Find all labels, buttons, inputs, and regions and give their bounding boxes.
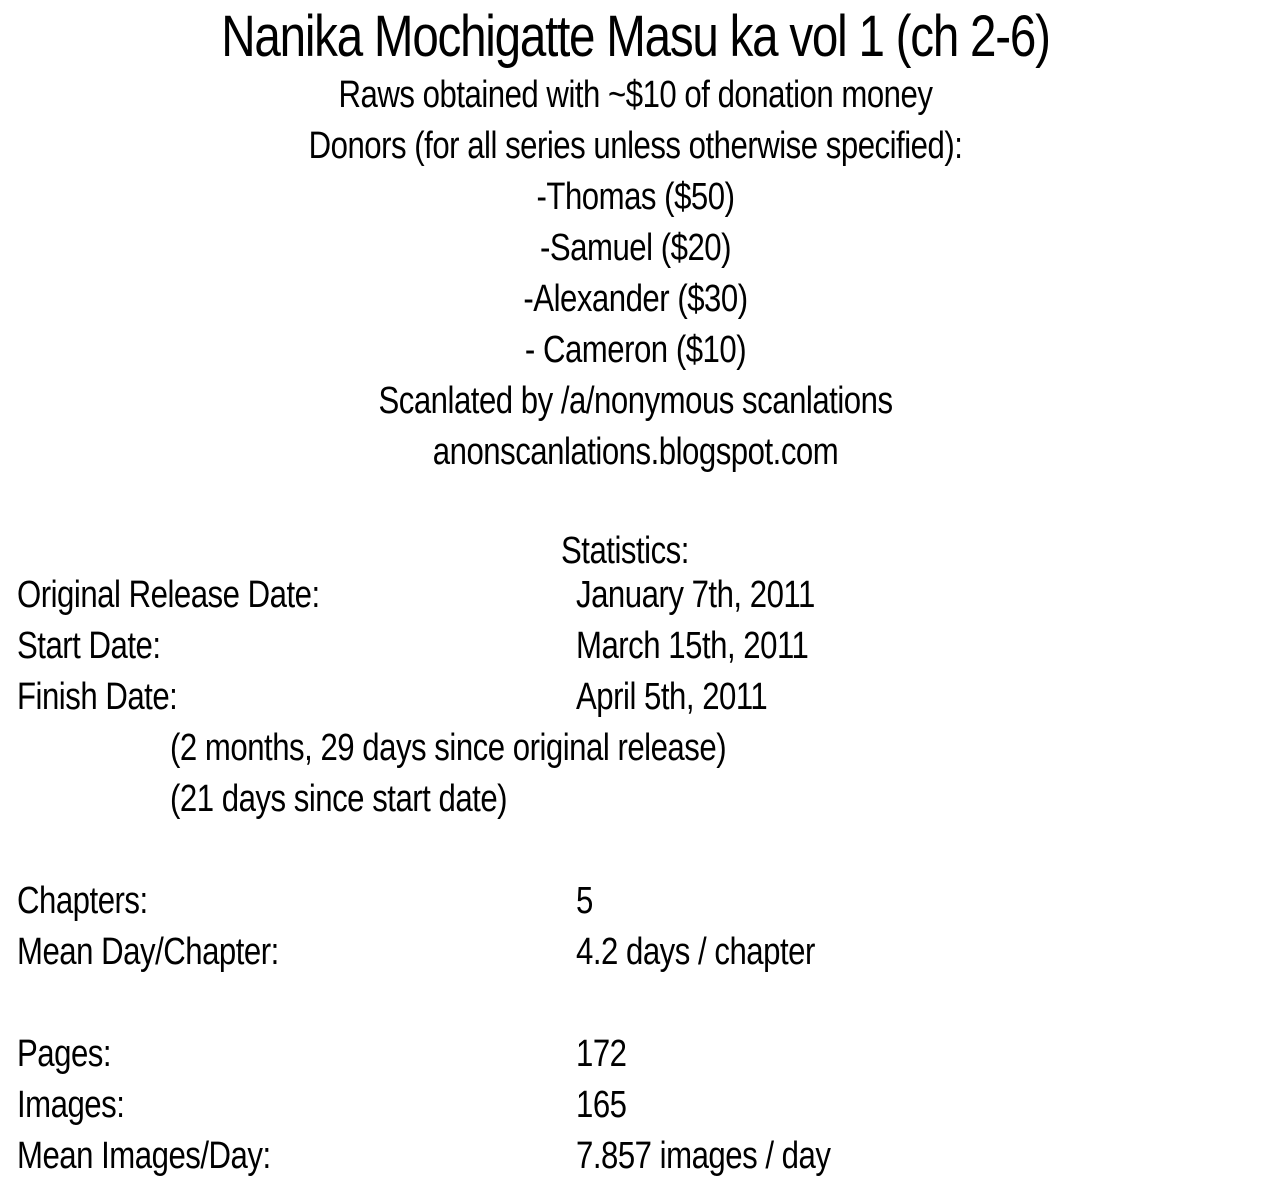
stat-value: January 7th, 2011	[576, 574, 815, 616]
donor-samuel: -Samuel ($20)	[539, 227, 732, 269]
website-url: anonscanlations.blogspot.com	[432, 431, 839, 473]
credits-info-block	[0, 70, 1271, 478]
stat-label: Finish Date:	[17, 676, 178, 718]
stat-value: 7.857 images / day	[576, 1135, 831, 1177]
stat-row-finish-date	[17, 672, 1217, 723]
stat-value: 4.2 days / chapter	[576, 931, 815, 973]
donor-alexander: -Alexander ($30)	[523, 278, 748, 320]
scanlator-credit: Scanlated by /a/nonymous scanlations	[378, 380, 893, 422]
stat-value: March 15th, 2011	[576, 625, 809, 667]
stat-note-since-original: (2 months, 29 days since original release)	[170, 727, 727, 769]
statistics-heading: Statistics:	[561, 530, 689, 572]
donor-thomas: -Thomas ($50)	[536, 176, 735, 218]
stat-row-mean-day-chapter	[17, 927, 1217, 978]
stat-label: Start Date:	[17, 625, 161, 667]
stat-row-mean-images-day	[17, 1131, 1217, 1182]
stat-label: Mean Images/Day:	[17, 1135, 271, 1177]
stat-row-images	[17, 1080, 1217, 1131]
stat-value: April 5th, 2011	[576, 676, 768, 718]
donors-heading: Donors (for all series unless otherwise specified):	[308, 125, 963, 167]
stat-note-since-start: (21 days since start date)	[170, 778, 508, 820]
donor-cameron: - Cameron ($10)	[524, 329, 747, 371]
stat-row-original-release	[17, 570, 1217, 621]
page-title: Nanika Mochigatte Masu ka vol 1 (ch 2-6)	[221, 4, 1050, 69]
stat-row-pages	[17, 1029, 1217, 1080]
stat-row-chapters	[17, 876, 1217, 927]
raws-note: Raws obtained with ~$10 of donation money	[338, 74, 933, 116]
stat-label: Mean Day/Chapter:	[17, 931, 279, 973]
stat-label: Images:	[17, 1084, 125, 1126]
stat-label: Chapters:	[17, 880, 148, 922]
stat-label: Original Release Date:	[17, 574, 320, 616]
stat-label: Pages:	[17, 1033, 112, 1075]
stat-row-start-date	[17, 621, 1217, 672]
stat-value: 5	[576, 880, 593, 922]
stat-value: 172	[576, 1033, 627, 1075]
stat-value: 165	[576, 1084, 627, 1126]
